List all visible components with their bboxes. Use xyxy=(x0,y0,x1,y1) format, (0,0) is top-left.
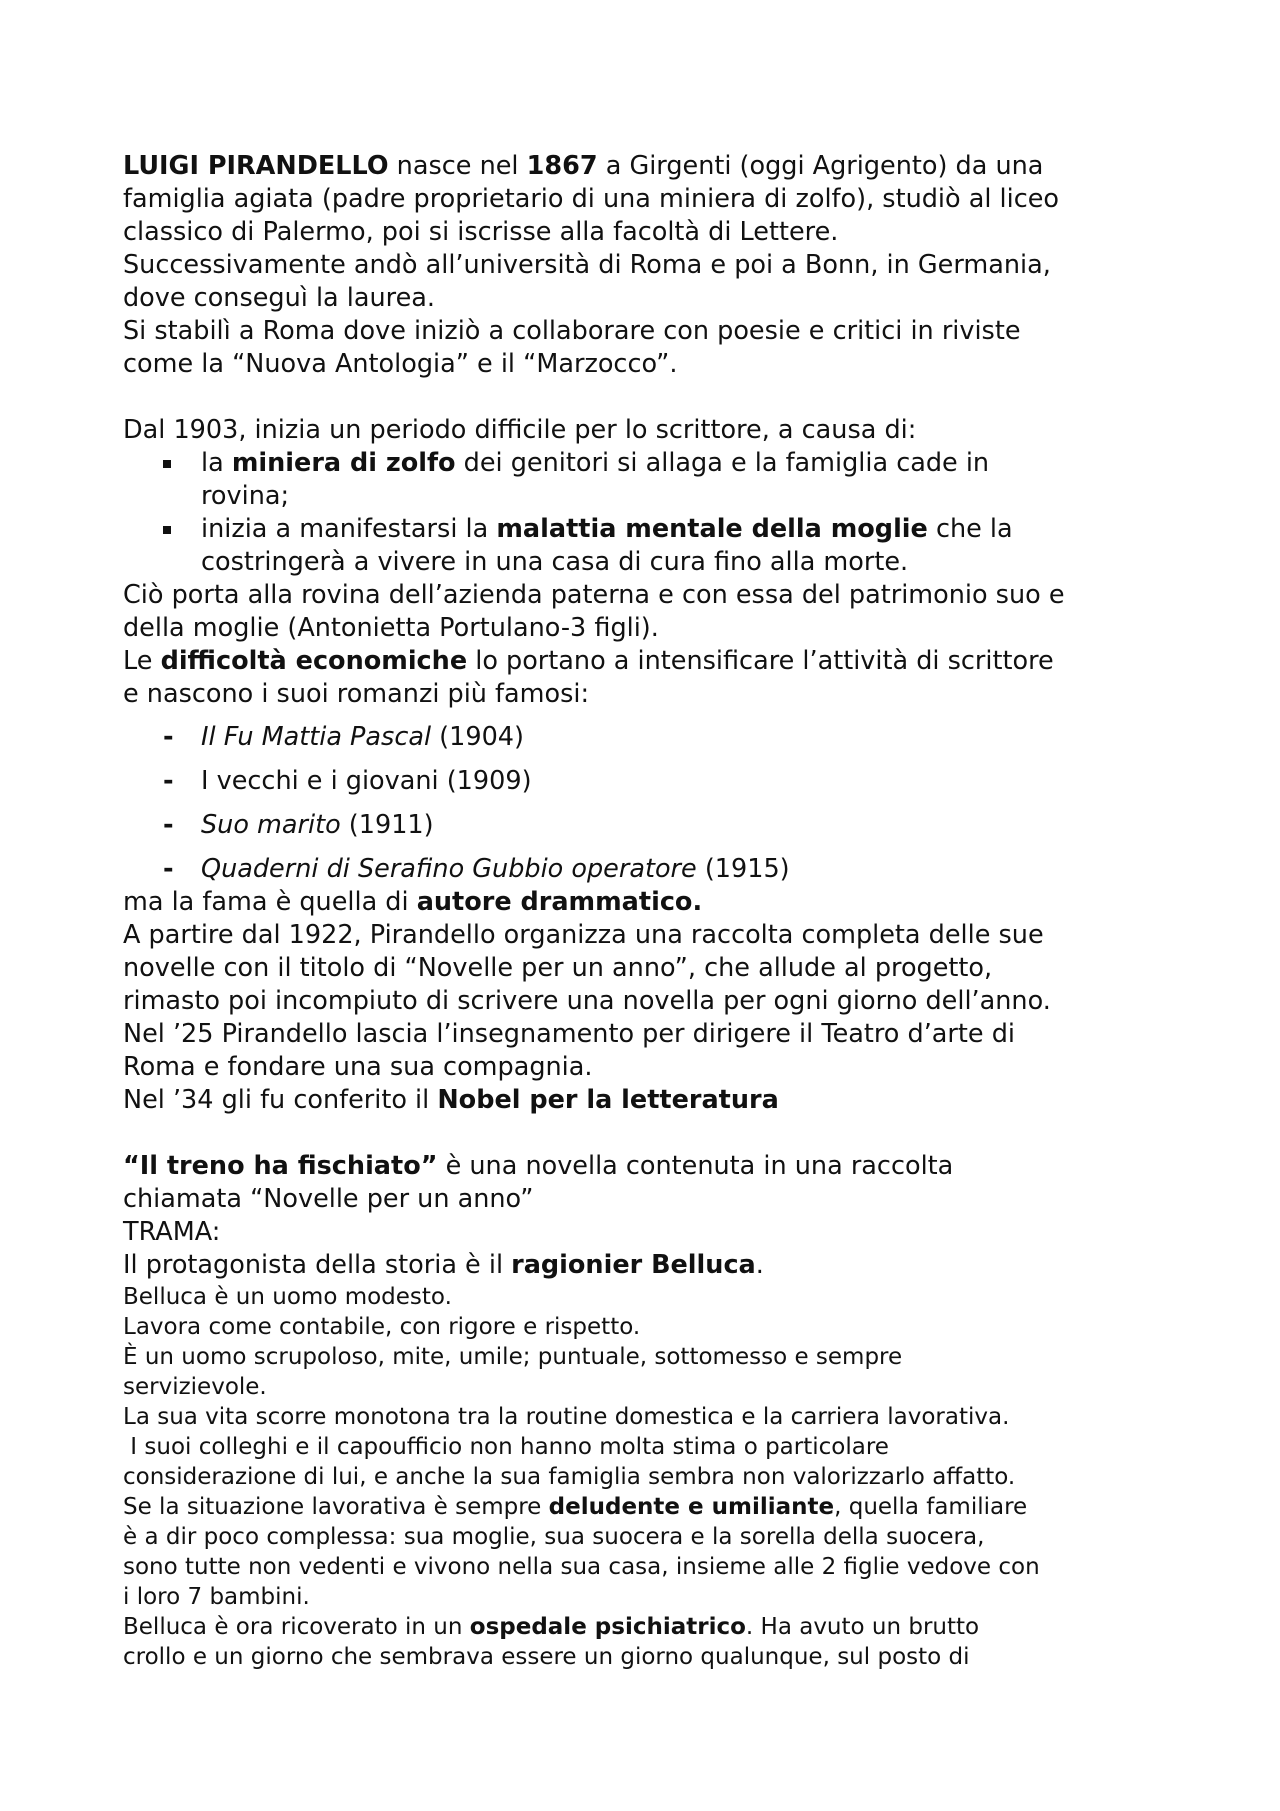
novels-list xyxy=(123,721,1183,886)
dash-bullet: - xyxy=(163,722,174,752)
text-line: Roma e fondare una sua compagnia. xyxy=(123,1052,593,1082)
text-span: dei genitori si allaga e la famiglia cade in xyxy=(455,448,990,478)
square-bullet-icon xyxy=(163,460,171,468)
text-span: Belluca è ora ricoverato in un xyxy=(123,1614,470,1640)
list-item xyxy=(123,809,1183,842)
text-span: Se la situazione lavorativa è sempre xyxy=(123,1494,549,1520)
story-section xyxy=(123,1150,1183,1282)
text-line xyxy=(123,150,1183,183)
bullet-continuation: costringerà a vivere in una casa di cura fino alla morte. xyxy=(201,547,909,577)
text-span: . xyxy=(755,1250,764,1280)
section-heading: TRAMA: xyxy=(123,1217,221,1247)
novel-title: Il Fu Mattia Pascal xyxy=(201,722,432,752)
novel-title: I vecchi e i giovani (1909) xyxy=(201,766,532,796)
text-span: . Ha avuto un brutto xyxy=(745,1614,980,1640)
document-page xyxy=(123,150,1183,1672)
dash-bullet: - xyxy=(163,810,174,840)
text-span: nasce nel xyxy=(388,151,527,181)
text-line: servizievole. xyxy=(123,1374,267,1400)
crisis-section xyxy=(123,414,1183,711)
text-span: la xyxy=(201,448,232,478)
text-line: Nel ’25 Pirandello lascia l’insegnamento per dirigere il Teatro d’arte di xyxy=(123,1019,1015,1049)
novel-title: Suo marito xyxy=(201,810,341,840)
text-line: rimasto poi incompiuto di scrivere una novella per ogni giorno dell’anno. xyxy=(123,986,1051,1016)
bold-text: deludente e umiliante xyxy=(548,1494,835,1520)
paragraph-gap xyxy=(123,381,1183,414)
text-line: è a dir poco complessa: sua moglie, sua suocera e la sorella della suocera, xyxy=(123,1524,985,1550)
text-span: inizia a manifestarsi la xyxy=(201,514,497,544)
text-line: i loro 7 bambini. xyxy=(123,1584,310,1610)
bullet-item xyxy=(123,447,1183,480)
text-line: considerazione di lui, e anche la sua famiglia sembra non valorizzarlo affatto. xyxy=(123,1464,1016,1490)
text-line: come la “Nuova Antologia” e il “Marzocco”. xyxy=(123,349,678,379)
novel-year: (1915) xyxy=(696,854,790,884)
text-line: Dal 1903, inizia un periodo difficile per lo scrittore, a causa di: xyxy=(123,415,917,445)
bullet-item xyxy=(123,513,1183,546)
text-span: ma la fama è quella di xyxy=(123,887,417,917)
bold-text: ragionier Belluca xyxy=(511,1250,756,1280)
novel-title: Quaderni di Serafino Gubbio operatore xyxy=(201,854,697,884)
author-name: LUIGI PIRANDELLO xyxy=(123,151,389,181)
square-bullet-icon xyxy=(163,526,171,534)
text-span: che la xyxy=(927,514,1013,544)
text-line: Lavora come contabile, con rigore e rispetto. xyxy=(123,1314,641,1340)
birth-year: 1867 xyxy=(526,151,598,181)
text-line: Ciò porta alla rovina dell’azienda paterna e con essa del patrimonio suo e xyxy=(123,580,1065,610)
dash-bullet: - xyxy=(163,766,174,796)
novel-year: (1904) xyxy=(431,722,524,752)
text-line xyxy=(123,886,1183,919)
dash-bullet: - xyxy=(163,854,174,884)
text-line xyxy=(123,1249,1183,1282)
text-line: È un uomo scrupoloso, mite, umile; puntuale, sottomesso e sempre xyxy=(123,1344,903,1370)
text-line: novelle con il titolo di “Novelle per un anno”, che allude al progetto, xyxy=(123,953,993,983)
text-line: Successivamente andò all’università di Roma e poi a Bonn, in Germania, xyxy=(123,250,1051,280)
paragraph-gap xyxy=(123,1117,1183,1150)
text-line: sono tutte non vedenti e vivono nella sua casa, insieme alle 2 figlie vedove con xyxy=(123,1554,1040,1580)
bold-text: miniera di zolfo xyxy=(231,448,456,478)
text-span: Le xyxy=(123,646,161,676)
text-line: e nascono i suoi romanzi più famosi: xyxy=(123,679,590,709)
text-line: della moglie (Antonietta Portulano-3 figli). xyxy=(123,613,659,643)
text-span: , quella familiare xyxy=(834,1494,1028,1520)
text-line: A partire dal 1922, Pirandello organizza una raccolta completa delle sue xyxy=(123,920,1044,950)
text-line xyxy=(123,1150,1183,1183)
list-item xyxy=(123,721,1183,754)
text-line xyxy=(123,645,1183,678)
bold-text: ospedale psichiatrico xyxy=(469,1614,746,1640)
text-line xyxy=(123,1612,1183,1642)
bullet-continuation: rovina; xyxy=(201,481,290,511)
bold-text: Nobel per la letteratura xyxy=(437,1085,779,1115)
plot-section xyxy=(123,1282,1183,1672)
fame-section xyxy=(123,886,1183,1117)
novel-year: (1911) xyxy=(340,810,434,840)
list-item xyxy=(123,765,1183,798)
story-title: “Il treno ha fischiato” xyxy=(123,1151,438,1181)
biography-section xyxy=(123,150,1183,381)
text-span: lo portano a intensificare l’attività di scrittore xyxy=(467,646,1054,676)
list-item xyxy=(123,853,1183,886)
text-line xyxy=(123,1492,1183,1522)
text-span: è una novella contenuta in una raccolta xyxy=(437,1151,954,1181)
bold-text: malattia mentale della moglie xyxy=(496,514,928,544)
bold-text: autore drammatico. xyxy=(416,887,703,917)
text-span: Nel ’34 gli fu conferito il xyxy=(123,1085,438,1115)
bold-text: difficoltà economiche xyxy=(160,646,468,676)
text-line: crollo e un giorno che sembrava essere un giorno qualunque, sul posto di xyxy=(123,1644,970,1670)
text-line xyxy=(123,1084,1183,1117)
text-line: classico di Palermo, poi si iscrisse alla facoltà di Lettere. xyxy=(123,217,839,247)
text-line: La sua vita scorre monotona tra la routine domestica e la carriera lavorativa. xyxy=(123,1404,1010,1430)
text-line: I suoi colleghi e il capoufficio non hanno molta stima o particolare xyxy=(123,1434,889,1460)
text-span: Il protagonista della storia è il xyxy=(123,1250,512,1280)
text-line: Si stabilì a Roma dove iniziò a collaborare con poesie e critici in riviste xyxy=(123,316,1021,346)
text-line: dove conseguì la laurea. xyxy=(123,283,436,313)
text-line: famiglia agiata (padre proprietario di una miniera di zolfo), studiò al liceo xyxy=(123,184,1060,214)
text-line: chiamata “Novelle per un anno” xyxy=(123,1184,534,1214)
text-span: a Girgenti (oggi Agrigento) da una xyxy=(597,151,1044,181)
text-line: Belluca è un uomo modesto. xyxy=(123,1284,452,1310)
